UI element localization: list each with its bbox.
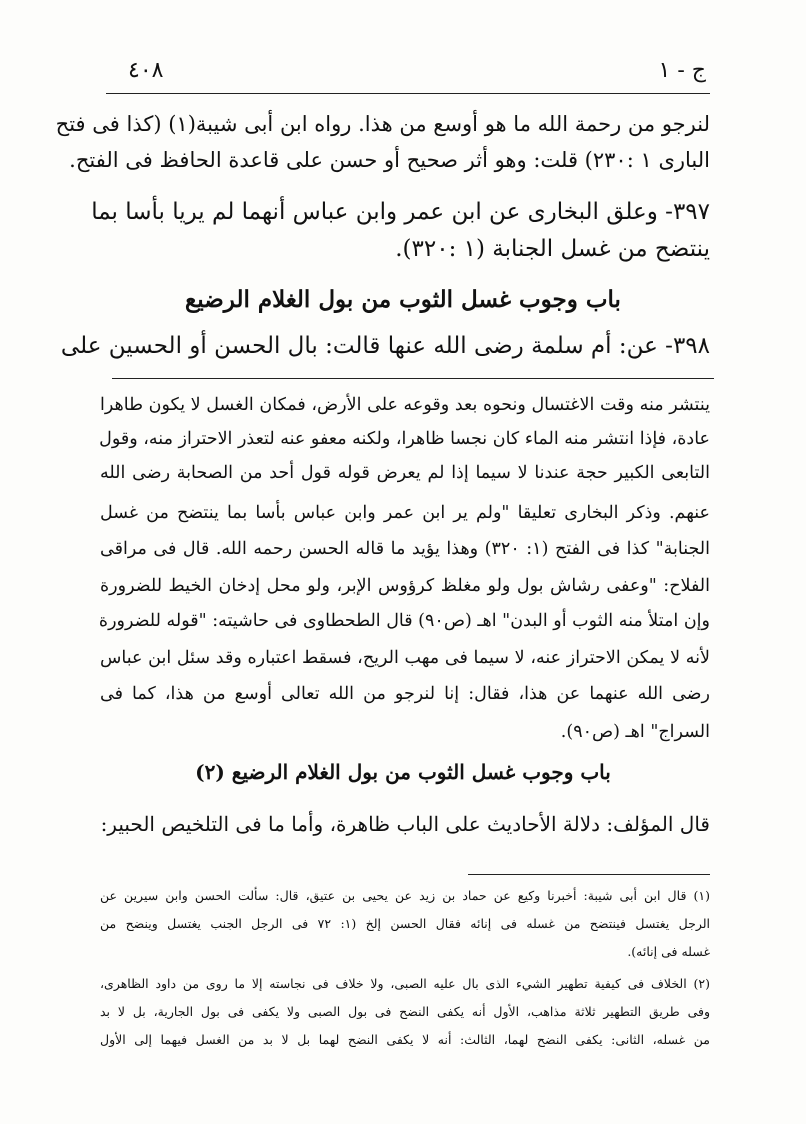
- chapter-title: باب وجوب غسل الثوب من بول الغلام الرضيع: [185, 286, 621, 313]
- commentary-line: عادة، فإذا انتشر منه الماء كان نجسا ظاهرا، ولكنه معفو عنه لتعذر الاحتراز منه، وقول: [99, 429, 710, 449]
- commentary-line: رضى الله عنهما عن هذا، فقال: إنا لنرجو من الله تعالى أوسع من هذا، كما فى: [100, 684, 710, 704]
- footnote-line: (٢) الخلاف فى كيفية تطهير الشيء الذى بال عليه الصبى، ولا خلاف فى نجاسته إلا ما روى من داود الظاهرى،: [100, 976, 710, 991]
- commentary-line: الفلاح: "وعفى رشاش بول ولو مغلظ كرؤوس الإبر، ولو محل إدخان الخيط للضرورة: [100, 576, 710, 596]
- commentary-line: عنهم. وذكر البخارى تعليقا "ولم ير ابن عمر وابن عباس بأسا بما ينتضح من غسل: [100, 503, 710, 523]
- commentary-line: ينتشر منه وقت الاغتسال ونحوه بعد وقوعه على الأرض، فمكان الغسل لا يكون طاهرا: [100, 395, 710, 415]
- footnote-rule: [468, 874, 710, 875]
- commentary-chapter-title: باب وجوب غسل الثوب من بول الغلام الرضيع (٢): [195, 760, 611, 784]
- hadith-397-line: ٣٩٧- وعلق البخارى عن ابن عمر وابن عباس أنهما لم يريا بأسا بما: [91, 199, 710, 225]
- page-number: ٤٠٨: [128, 58, 164, 83]
- hadith-398-line: ٣٩٨- عن: أم سلمة رضى الله عنها قالت: بال الحسن أو الحسين على: [60, 333, 710, 359]
- main-line: لنرجو من رحمة الله ما هو أوسع من هذا. رواه ابن أبى شيبة(١) (كذا فى فتح: [55, 112, 710, 136]
- author-note-line: قال المؤلف: دلالة الأحاديث على الباب ظاهرة، وأما ما فى التلخيص الحبير:: [100, 812, 710, 836]
- footnote-line: (١) قال ابن أبى شيبة: أخبرنا وكيع عن حماد بن زيد عن يحيى بن عتيق، قال: سألت الحسن وابن سيرين عن: [100, 888, 710, 903]
- commentary-line: الجنابة" كذا فى الفتح (١: ٣٢٠) وهذا يؤيد ما قاله الحسن رحمه الله. قال فى مراقى: [100, 539, 710, 559]
- footnote-line: الرجل يغتسل فينتضح من غسله فى إنائه فقال الحسن إلخ (١: ٧٢ فى الرجل الجنب يغتسل وينضح من: [100, 916, 710, 931]
- header-rule: [106, 93, 710, 94]
- main-separator-rule: [112, 378, 714, 379]
- commentary-line: لأنه لا يمكن الاحتراز عنه، لا سيما فى مهب الريح، فسقط اعتباره وقد سئل ابن عباس: [100, 648, 710, 668]
- commentary-line: التابعى الكبير حجة عندنا لا سيما إذا لم يعرض قوله قول أحد من الصحابة رضى الله: [100, 463, 710, 483]
- commentary-line: وإن امتلأ منه الثوب أو البدن" اهـ (ص٩٠) قال الطحطاوى فى حاشيته: "قوله للضرورة: [98, 611, 710, 631]
- hadith-397-line: ينتضح من غسل الجنابة (١ :٣٢٠).: [395, 236, 710, 262]
- volume-label: ج - ١: [658, 58, 706, 83]
- footnote-line: غسله فى إنائه).: [627, 944, 710, 959]
- footnote-line: من غسله، الثانى: يكفى النضح لهما، الثالث: أنه لا يكفى النضح لهما بل لا بد من الغسل فيهما إلى الأول: [100, 1032, 710, 1047]
- footnote-line: وفى طريق التطهير ثلاثة مذاهب، الأول أنه يكفى النضح فى بول الصبى ولا يكفى فى بول الجارية، بل لا بد: [100, 1004, 710, 1019]
- main-line: البارى ١ :٢٣٠) قلت: وهو أثر صحيح أو حسن على قاعدة الحافظ فى الفتح.: [69, 148, 710, 172]
- commentary-line: السراج" اهـ (ص٩٠).: [560, 722, 710, 742]
